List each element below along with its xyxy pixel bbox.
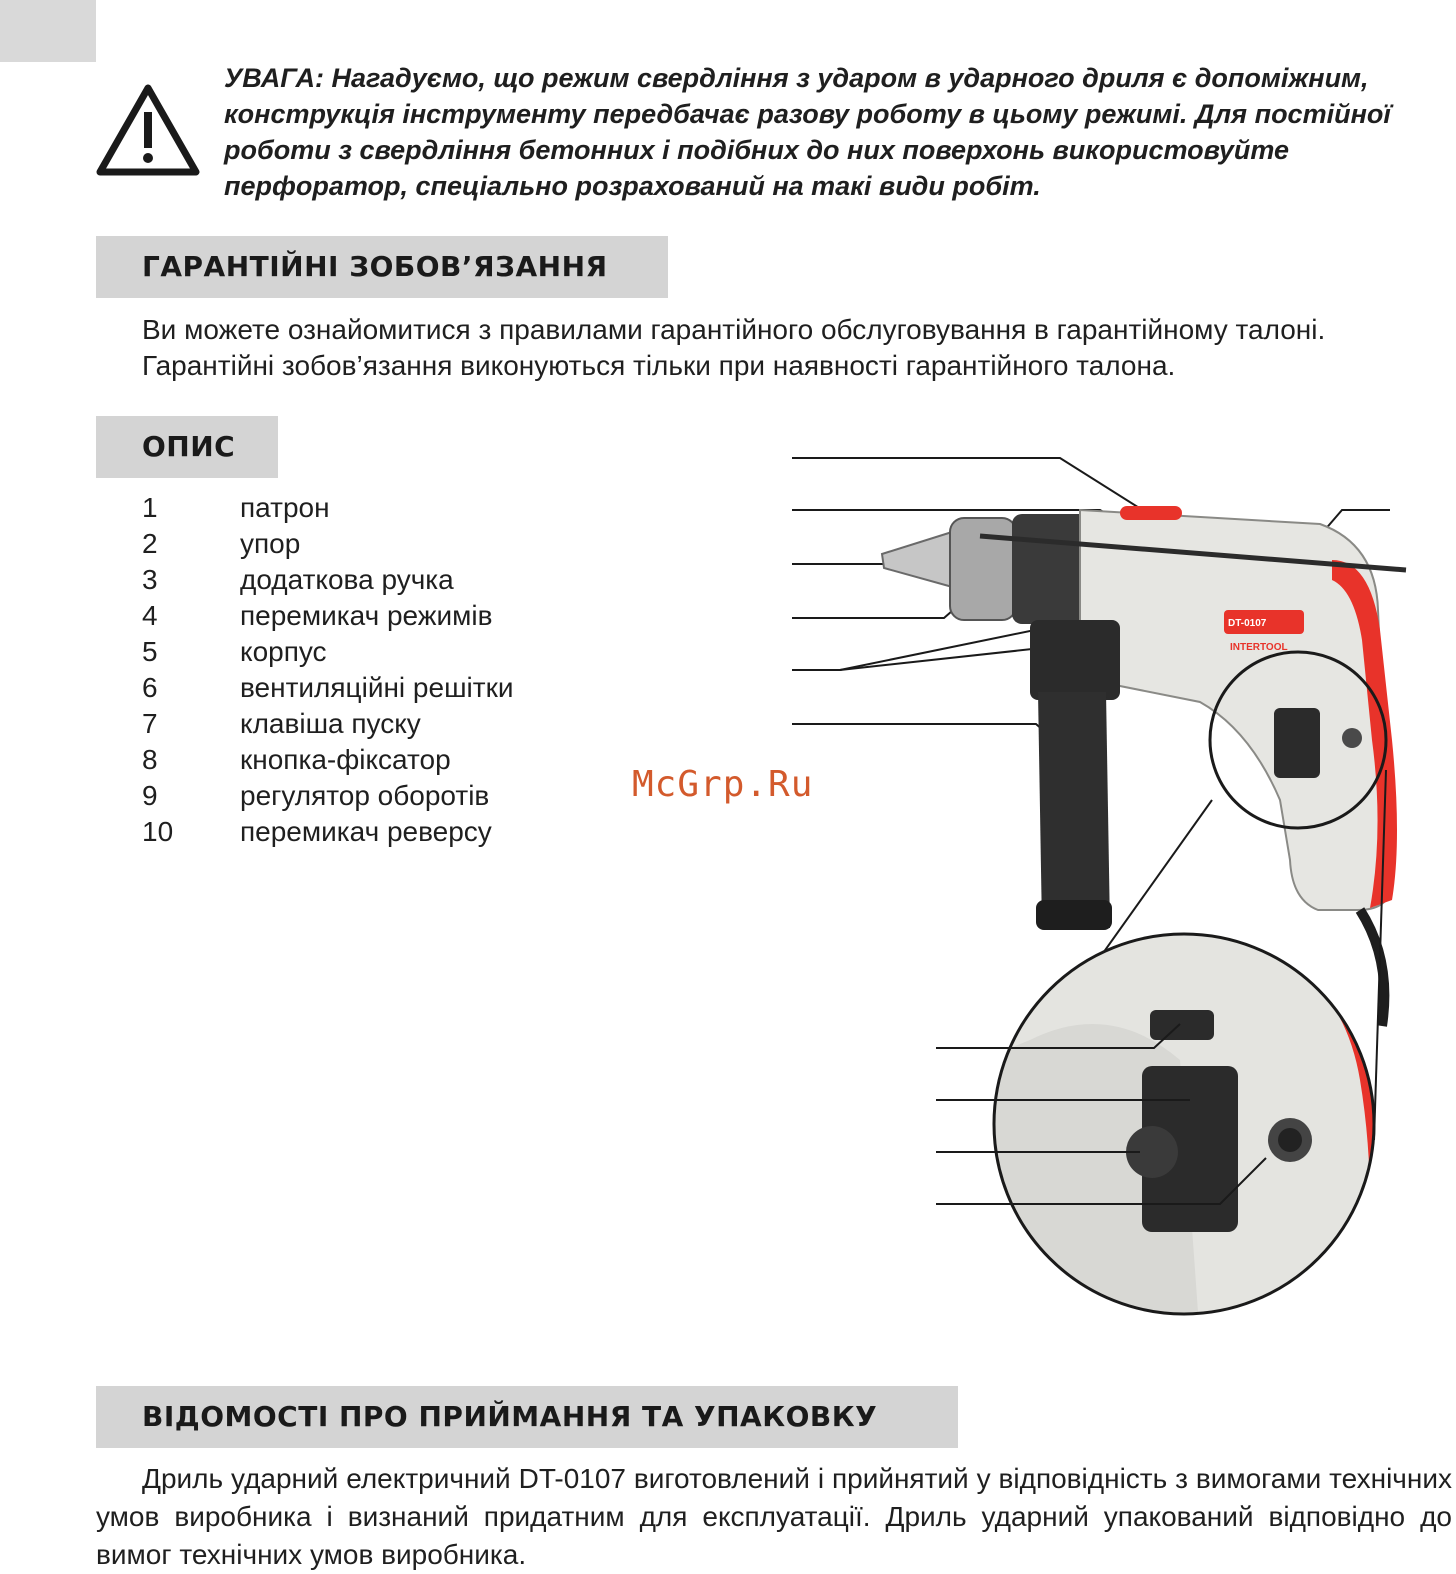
acceptance-text xyxy=(96,1460,1452,1574)
model-label: DT-0107 xyxy=(1228,618,1267,629)
item-number: 4 xyxy=(142,600,158,631)
item-label: кнопка-фіксатор xyxy=(240,744,451,775)
item-number: 10 xyxy=(142,816,174,847)
item-label: перемикач режимів xyxy=(240,600,493,631)
warranty-line-2: Гарантійні зобов’язання виконуються тільки при наявності гарантійного талона. xyxy=(142,350,1176,381)
list-item xyxy=(142,670,602,706)
item-number: 5 xyxy=(142,636,158,667)
acceptance-heading: ВІДОМОСТІ ПРО ПРИЙМАННЯ ТА УПАКОВКУ xyxy=(96,1386,958,1448)
item-label: вентиляційні решітки xyxy=(240,672,514,703)
warranty-text xyxy=(142,312,1452,384)
item-label: додаткова ручка xyxy=(240,564,454,595)
acceptance-paragraph: Дриль ударний електричний DT-0107 виготовлений і прийнятий у відповідність з вимогами технічних умов виробника і визнаний придатним для експлуатації. Дриль ударний упакований відповідно до вимог технічних умов виробника. xyxy=(96,1463,1452,1570)
item-label: клавіша пуску xyxy=(240,708,421,739)
warning-text: УВАГА: Нагадуємо, що режим свердління з ударом в ударного дриля є допоміжним, конструкція інструменту передбачає разову роботу в цьому режимі. Для постійної роботи з свердління бетонних і подібних до них поверхонь використовуйте перфоратор, спеціально розрахований на такі види робіт. xyxy=(224,63,1391,201)
brand-label: INTERTOOL xyxy=(1230,642,1288,653)
item-label: корпус xyxy=(240,636,327,667)
item-number: 9 xyxy=(142,780,158,811)
list-item xyxy=(142,598,602,634)
list-item xyxy=(142,814,602,850)
list-item xyxy=(142,526,602,562)
item-number: 6 xyxy=(142,672,158,703)
page-corner-tab xyxy=(0,0,96,62)
item-number: 3 xyxy=(142,564,158,595)
item-number: 2 xyxy=(142,528,158,559)
item-number: 7 xyxy=(142,708,158,739)
watermark: McGrp.Ru xyxy=(632,764,814,805)
warning-triangle-icon xyxy=(94,82,202,180)
warranty-line-1: Ви можете ознайомитися з правилами гарантійного обслуговування в гарантійному талоні. xyxy=(142,314,1326,345)
item-label: перемикач реверсу xyxy=(240,816,492,847)
chuck xyxy=(882,514,1092,624)
item-label: патрон xyxy=(240,492,330,523)
list-item xyxy=(142,778,602,814)
item-label: регулятор оборотів xyxy=(240,780,490,811)
side-handle xyxy=(1030,620,1120,930)
description-heading: ОПИС xyxy=(96,416,278,478)
parts-list xyxy=(142,490,602,850)
list-item xyxy=(142,742,602,778)
item-number: 8 xyxy=(142,744,158,775)
list-item xyxy=(142,634,602,670)
list-item xyxy=(142,706,602,742)
item-number: 1 xyxy=(142,492,158,523)
zoom-circle-large xyxy=(980,930,1400,1340)
item-label: упор xyxy=(240,528,301,559)
list-item xyxy=(142,490,602,526)
list-item xyxy=(142,562,602,598)
warranty-heading: ГАРАНТІЙНІ ЗОБОВ’ЯЗАННЯ xyxy=(96,236,668,298)
drill-illustration xyxy=(780,440,1456,1340)
